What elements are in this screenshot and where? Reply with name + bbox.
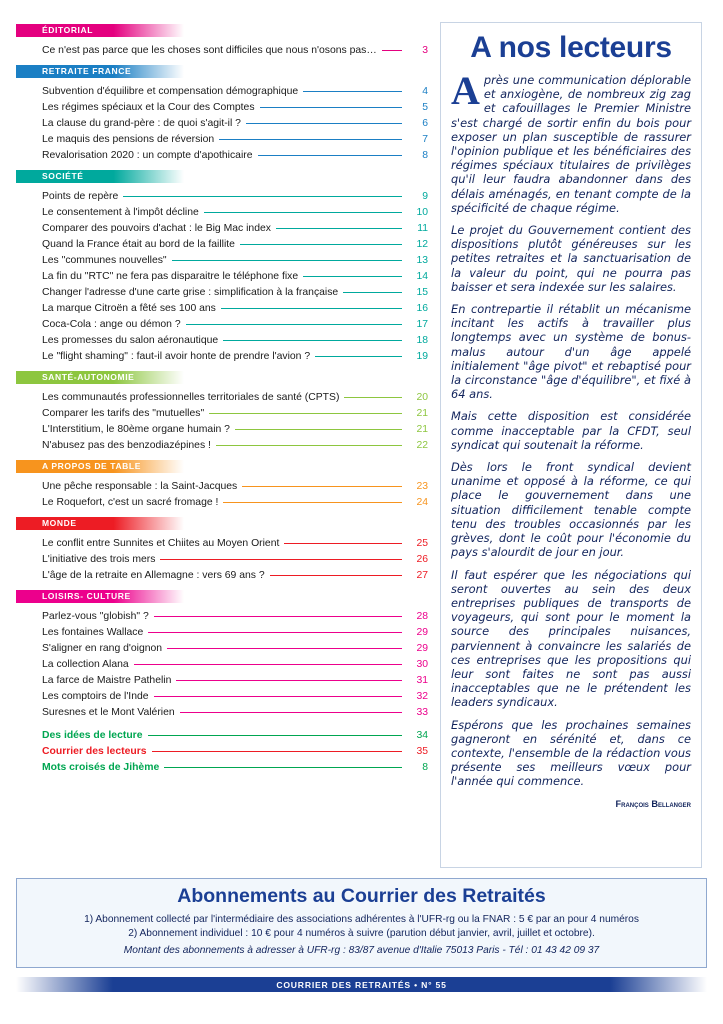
toc-leader-line bbox=[303, 276, 402, 277]
toc-extra-title: Courrier des lecteurs bbox=[42, 745, 147, 757]
toc-entry-page: 12 bbox=[416, 238, 428, 250]
toc-extra-title: Des idées de lecture bbox=[42, 729, 143, 741]
table-of-contents bbox=[16, 22, 428, 775]
toc-entry-page: 26 bbox=[416, 553, 428, 565]
subscription-title: Abonnements au Courrier des Retraités bbox=[177, 885, 546, 907]
toc-entry-title: Subvention d'équilibre et compensation démographique bbox=[42, 85, 299, 97]
toc-extra-page: 35 bbox=[416, 745, 428, 757]
toc-entry[interactable] bbox=[16, 147, 428, 163]
toc-entry-title: Le Roquefort, c'est un sacré fromage ! bbox=[42, 496, 219, 508]
toc-leader-line bbox=[344, 397, 402, 398]
toc-entry-page: 15 bbox=[416, 286, 428, 298]
toc-leader-line bbox=[152, 751, 402, 752]
toc-leader-line bbox=[180, 712, 402, 713]
toc-leader-line bbox=[315, 356, 402, 357]
toc-entry-page: 29 bbox=[416, 642, 428, 654]
toc-entry[interactable] bbox=[16, 220, 428, 236]
section-header-label: RETRAITE FRANCE bbox=[42, 66, 132, 76]
toc-leader-line bbox=[176, 680, 402, 681]
editorial-panel bbox=[440, 22, 702, 868]
toc-entry-title: Points de repère bbox=[42, 190, 119, 202]
toc-entry-title: Comparer les tarifs des "mutuelles" bbox=[42, 407, 205, 419]
section-header-label: SOCIÉTÉ bbox=[42, 171, 84, 181]
toc-entry[interactable] bbox=[16, 405, 428, 421]
section-header-label: LOISIRS- CULTURE bbox=[42, 591, 131, 601]
toc-leader-line bbox=[186, 324, 402, 325]
toc-entry-title: La clause du grand-père : de quoi s'agit-il ? bbox=[42, 117, 241, 129]
toc-leader-line bbox=[276, 228, 402, 229]
toc-entry[interactable] bbox=[16, 535, 428, 551]
toc-entry-title: Les "communes nouvelles" bbox=[42, 254, 167, 266]
toc-leader-line bbox=[167, 648, 402, 649]
toc-entry[interactable] bbox=[16, 389, 428, 405]
toc-entry-page: 22 bbox=[416, 439, 428, 451]
toc-leader-line bbox=[240, 244, 402, 245]
toc-entry-title: L'âge de la retraite en Allemagne : vers 69 ans ? bbox=[42, 569, 265, 581]
editorial-paragraph: En contrepartie il rétablit un mécanisme incitant les actifs à travailler plus longtemps avec un système de bonus-malus autour d'un âge appelé initialement "âge pivot" et rebaptisé pour la circonstance "âge d'équilibre", et fixé à 64 ans. bbox=[451, 302, 691, 402]
toc-entry-title: La fin du "RTC" ne fera pas disparaitre le téléphone fixe bbox=[42, 270, 299, 282]
toc-extra-entry[interactable] bbox=[16, 727, 428, 743]
toc-extra-entry[interactable] bbox=[16, 743, 428, 759]
toc-entry[interactable] bbox=[16, 316, 428, 332]
toc-entry[interactable] bbox=[16, 300, 428, 316]
toc-entry[interactable] bbox=[16, 332, 428, 348]
toc-leader-line bbox=[148, 632, 402, 633]
editorial-paragraph: Dès lors le front syndical devient unanime et opposé à la réforme, ce qui place le gouvernement dans une situation difficilement tenable compte tenu des troubles occasionnés par les grèves, dont le coût pour l'économie du pays s'alourdit de jour en jour. bbox=[451, 460, 691, 560]
toc-entry-title: Les régimes spéciaux et la Cour des Comptes bbox=[42, 101, 255, 113]
toc-entry[interactable] bbox=[16, 115, 428, 131]
section-header-label: ÉDITORIAL bbox=[42, 25, 94, 35]
section-editorial bbox=[16, 24, 428, 58]
toc-entry-page: 25 bbox=[416, 537, 428, 549]
toc-extra-page: 8 bbox=[422, 761, 428, 773]
editorial-body bbox=[451, 68, 691, 789]
toc-entry-page: 7 bbox=[422, 133, 428, 145]
toc-entry[interactable] bbox=[16, 83, 428, 99]
section-loisirs-culture bbox=[16, 590, 428, 720]
section-sante-autonomie bbox=[16, 371, 428, 453]
toc-entry-page: 19 bbox=[416, 350, 428, 362]
section-header-label: A PROPOS DE TABLE bbox=[42, 461, 141, 471]
toc-entry-title: S'aligner en rang d'oignon bbox=[42, 642, 163, 654]
toc-entry-page: 14 bbox=[416, 270, 428, 282]
editorial-paragraph: Espérons que les prochaines semaines gagneront en sérénité et, dans ce contexte, l'ensemble de la rédaction vous présente ses meilleurs vœux pour l'année qui commence. bbox=[451, 717, 691, 789]
toc-entry-page: 8 bbox=[422, 149, 428, 161]
subscription-box bbox=[16, 878, 707, 968]
editorial-column bbox=[440, 22, 702, 868]
editorial-paragraph: Mais cette disposition est considérée comme inacceptable par la CFDT, seul syndicat qui soutenait la réforme. bbox=[451, 409, 691, 452]
toc-entry-title: Coca-Cola : ange ou démon ? bbox=[42, 318, 181, 330]
toc-entry[interactable] bbox=[16, 268, 428, 284]
editorial-dropcap: A bbox=[451, 68, 480, 113]
toc-entry[interactable] bbox=[16, 567, 428, 583]
toc-leader-line bbox=[216, 445, 402, 446]
toc-entry-page: 28 bbox=[416, 610, 428, 622]
toc-leader-line bbox=[303, 91, 402, 92]
toc-entry[interactable] bbox=[16, 672, 428, 688]
toc-entry-title: La farce de Maistre Pathelin bbox=[42, 674, 172, 686]
toc-entry-title: La marque Citroën a fêté ses 100 ans bbox=[42, 302, 216, 314]
editorial-paragraph: Le projet du Gouvernement contient des dispositions plutôt généreuses sur les petites retraites et la sanctuarisation de la valeur du point, qui ne pourra pas baisser et sera indexée sur les salaires. bbox=[451, 223, 691, 294]
toc-entry-page: 21 bbox=[416, 407, 428, 419]
toc-entry[interactable] bbox=[16, 236, 428, 252]
toc-entry[interactable] bbox=[16, 624, 428, 640]
toc-entry-page: 9 bbox=[422, 190, 428, 202]
section-header-loisirs-culture bbox=[16, 590, 428, 603]
toc-entry-page: 20 bbox=[416, 391, 428, 403]
toc-leader-line bbox=[235, 429, 402, 430]
toc-entry-page: 33 bbox=[416, 706, 428, 718]
toc-entry[interactable] bbox=[16, 42, 428, 58]
toc-entry-title: Le maquis des pensions de réversion bbox=[42, 133, 215, 145]
toc-entry-title: Le conflit entre Sunnites et Chiites au Moyen Orient bbox=[42, 537, 280, 549]
page-footer bbox=[16, 977, 707, 992]
toc-entry[interactable] bbox=[16, 494, 428, 510]
toc-entry-page: 24 bbox=[416, 496, 428, 508]
toc-leader-line bbox=[148, 735, 403, 736]
toc-entry-page: 23 bbox=[416, 480, 428, 492]
toc-entry-title: Les fontaines Wallace bbox=[42, 626, 144, 638]
extra-entries bbox=[16, 727, 428, 775]
toc-leader-line bbox=[134, 664, 402, 665]
toc-leader-line bbox=[343, 292, 402, 293]
subscription-line-1: 1) Abonnement collecté par l'intermédiaire des associations adhérentes à l'UFR-rg ou la FNAR : 5 € par an pour 4 numéros bbox=[84, 914, 639, 926]
toc-leader-line bbox=[284, 543, 402, 544]
toc-entry[interactable] bbox=[16, 478, 428, 494]
section-header-monde bbox=[16, 517, 428, 530]
toc-entry[interactable] bbox=[16, 99, 428, 115]
toc-entry[interactable] bbox=[16, 348, 428, 364]
subscription-note: Montant des abonnements à adresser à UFR-rg : 83/87 avenue d'Italie 75013 Paris - Tél : 01 43 42 09 37 bbox=[123, 945, 600, 957]
toc-entry[interactable] bbox=[16, 704, 428, 720]
toc-entry-title: Quand la France était au bord de la faillite bbox=[42, 238, 235, 250]
section-header-label: SANTÉ-AUTONOMIE bbox=[42, 372, 135, 382]
toc-leader-line bbox=[260, 107, 402, 108]
section-monde bbox=[16, 517, 428, 583]
toc-leader-line bbox=[382, 50, 402, 51]
toc-entry-title: Suresnes et le Mont Valérien bbox=[42, 706, 175, 718]
toc-entry-page: 30 bbox=[416, 658, 428, 670]
toc-entry-page: 6 bbox=[422, 117, 428, 129]
section-header-retraite-france bbox=[16, 65, 428, 78]
toc-leader-line bbox=[164, 767, 402, 768]
toc-entry-page: 27 bbox=[416, 569, 428, 581]
toc-entry[interactable] bbox=[16, 131, 428, 147]
toc-entry-page: 18 bbox=[416, 334, 428, 346]
toc-leader-line bbox=[160, 559, 402, 560]
toc-leader-line bbox=[209, 413, 402, 414]
subscription-line-2: 2) Abonnement individuel : 10 € pour 4 numéros à suivre (parution début janvier, avril, juillet et octobre). bbox=[128, 928, 595, 940]
section-retraite-france bbox=[16, 65, 428, 163]
toc-extra-page: 34 bbox=[416, 729, 428, 741]
toc-entry[interactable] bbox=[16, 188, 428, 204]
toc-leader-line bbox=[270, 575, 402, 576]
toc-entry[interactable] bbox=[16, 284, 428, 300]
toc-entry-page: 10 bbox=[416, 206, 428, 218]
toc-leader-line bbox=[242, 486, 402, 487]
section-header-societe bbox=[16, 170, 428, 183]
toc-leader-line bbox=[258, 155, 402, 156]
toc-leader-line bbox=[219, 139, 402, 140]
footer-text: COURRIER DES RETRAITÉS • N° 55 bbox=[276, 979, 447, 990]
section-a-propos-de-table bbox=[16, 460, 428, 510]
toc-extra-entry[interactable] bbox=[16, 759, 428, 775]
toc-entry[interactable] bbox=[16, 204, 428, 220]
toc-leader-line bbox=[246, 123, 402, 124]
editorial-paragraph-text: près une communication déplorable et anxiogène, de nombreux zig zag et cafouillages le Premier Ministre s'est chargé de sortir enfin du bois pour exposer un plan susceptible de rassurer l'opinion publique et les bénéficiaires des régimes spéciaux titulaires de privilèges qu'il leur faudra abandonner dans des délais aménagés, en tenant compte de la spécificité de chaque régime. bbox=[451, 73, 691, 215]
toc-entry-title: Revalorisation 2020 : un compte d'apothicaire bbox=[42, 149, 253, 161]
toc-entry-title: Les comptoirs de l'Inde bbox=[42, 690, 149, 702]
toc-entry[interactable] bbox=[16, 688, 428, 704]
toc-entry[interactable] bbox=[16, 656, 428, 672]
toc-entry-title: Parlez-vous "globish" ? bbox=[42, 610, 149, 622]
toc-leader-line bbox=[172, 260, 402, 261]
toc-entry[interactable] bbox=[16, 437, 428, 453]
toc-entry-title: Le consentement à l'impôt décline bbox=[42, 206, 199, 218]
toc-entry-title: Changer l'adresse d'une carte grise : simplification à la française bbox=[42, 286, 339, 298]
toc-leader-line bbox=[204, 212, 402, 213]
toc-entry-page: 11 bbox=[417, 222, 428, 234]
toc-entry-page: 31 bbox=[416, 674, 428, 686]
page-columns bbox=[16, 22, 707, 868]
toc-entry-page: 4 bbox=[422, 85, 428, 97]
toc-entry-page: 3 bbox=[422, 44, 428, 56]
toc-extra-title: Mots croisés de Jihème bbox=[42, 761, 160, 773]
toc-entry-title: La collection Alana bbox=[42, 658, 129, 670]
toc-entry[interactable] bbox=[16, 252, 428, 268]
toc-entry-title: L'Interstitium, le 80ème organe humain ? bbox=[42, 423, 230, 435]
toc-entry-page: 17 bbox=[416, 318, 428, 330]
section-header-a-propos-de-table bbox=[16, 460, 428, 473]
toc-entry-title: N'abusez pas des benzodiazépines ! bbox=[42, 439, 211, 451]
toc-entry[interactable] bbox=[16, 551, 428, 567]
toc-entry-title: Une pêche responsable : la Saint-Jacques bbox=[42, 480, 238, 492]
toc-entry-title: Comparer des pouvoirs d'achat : le Big Mac index bbox=[42, 222, 271, 234]
toc-leader-line bbox=[123, 196, 402, 197]
toc-entry-title: Le "flight shaming" : faut-il avoir honte de prendre l'avion ? bbox=[42, 350, 311, 362]
toc-entry-page: 32 bbox=[416, 690, 428, 702]
section-societe bbox=[16, 170, 428, 364]
section-header-label: MONDE bbox=[42, 518, 77, 528]
toc-leader-line bbox=[154, 616, 402, 617]
toc-entry[interactable] bbox=[16, 608, 428, 624]
toc-entry-page: 5 bbox=[422, 101, 428, 113]
section-header-editorial bbox=[16, 24, 428, 37]
editorial-paragraph: Il faut espérer que les négociations qui seront ouvertes au sein des deux entreprises publiques de transports de voyageurs, qui sont pour le moment la source des principales nuisances, parviennent à convaincre les salariés de ces entreprises que les propositions qui leur sont faites ne sont pas aussi inacceptables que ne le prétendent les leaders syndicaux. bbox=[451, 567, 691, 710]
toc-entry-page: 21 bbox=[416, 423, 428, 435]
editorial-title: A nos lecteurs bbox=[470, 31, 672, 64]
toc-entry[interactable] bbox=[16, 640, 428, 656]
section-header-sante-autonomie bbox=[16, 371, 428, 384]
toc-leader-line bbox=[221, 308, 402, 309]
editorial-paragraph bbox=[451, 68, 691, 215]
toc-entry-title: Ce n'est pas parce que les choses sont difficiles que nous n'osons pas… bbox=[42, 44, 377, 56]
toc-leader-line bbox=[223, 502, 402, 503]
toc-entry-page: 13 bbox=[416, 254, 428, 266]
toc-entry-title: L'initiative des trois mers bbox=[42, 553, 156, 565]
toc-entry-page: 16 bbox=[416, 302, 428, 314]
toc-entry[interactable] bbox=[16, 421, 428, 437]
toc-entry-title: Les promesses du salon aéronautique bbox=[42, 334, 219, 346]
toc-entry-title: Les communautés professionnelles territoriales de santé (CPTS) bbox=[42, 391, 340, 403]
editorial-signature: François Bellanger bbox=[615, 798, 691, 809]
toc-entry-page: 29 bbox=[416, 626, 428, 638]
toc-leader-line bbox=[154, 696, 402, 697]
toc-leader-line bbox=[223, 340, 402, 341]
